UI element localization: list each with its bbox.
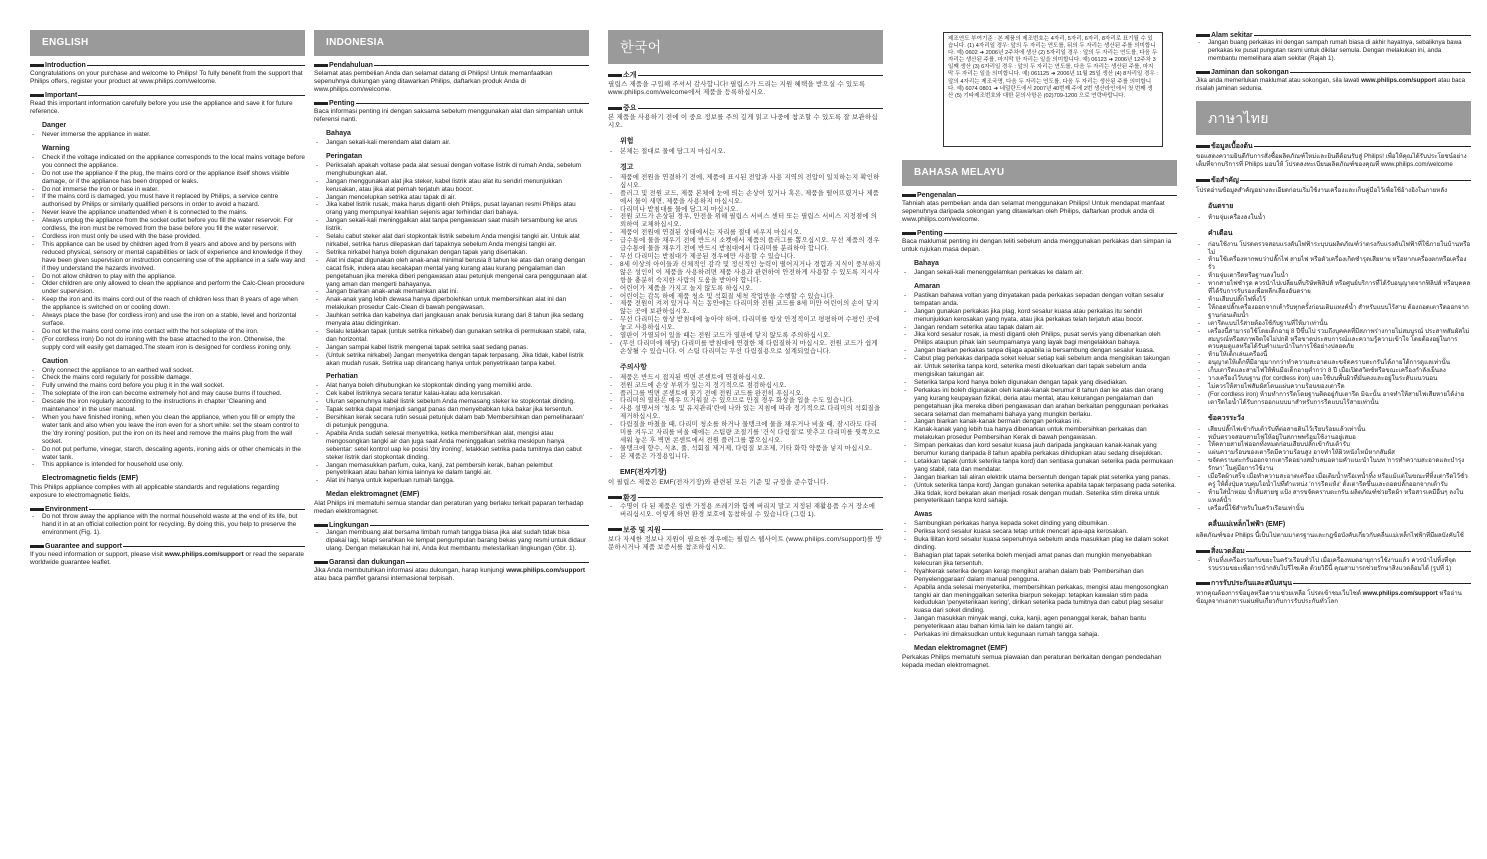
list-item: - This appliance is intended for household use only.: [30, 461, 305, 469]
list-item: - Sambungkan perkakas hanya kepada soket dinding yang dibumikan.: [902, 520, 1177, 528]
section-title: ข้อสำคัญ: [1196, 175, 1471, 186]
list-item: - 수명이 다 된 제품은 일반 가정용 쓰레기와 함께 버리지 말고 지정된 재활용품 수거 장소에 버리십시오. 이렇게 하면 환경 보호에 동참하실 수 있습니다 (그림 1).: [608, 503, 883, 519]
paragraph: Alat Philips ini mematuhi semua standar dan peraturan yang berlaku terkait paparan terhadap medan elektromagnet.: [314, 500, 584, 516]
list-item: - เก็บเตารีดและสายไฟให้พ้นมือเด็กอายุต่ำกว่า 8 ปี เมื่อเปิดสวิตช์หรือขณะเครื่องกำลังเย็นลง: [1196, 367, 1471, 375]
section-title: Environment: [30, 506, 305, 513]
subheading: Perhatian: [326, 373, 358, 381]
list: [30, 154, 305, 352]
section-header: BAHASA MELAYU: [902, 160, 1177, 186]
list: [314, 382, 589, 485]
list-item: - เสียบปลั๊กไฟเข้ากับเต้ารับที่ต่อสายดินไว้เรียบร้อยแล้วเท่านั้น: [1196, 426, 1471, 434]
list-item: - Alat ini hanya untuk keperluan rumah tangga.: [314, 477, 589, 485]
list-item: - 물탱크에 향수, 식초, 풀, 석회질 제거제, 다림질 보조제, 기타 화학 약품을 넣지 마십시오.: [608, 445, 883, 453]
list-item: - Jangan biarkan perkakas tanpa dijaga apabila ia bersambung dengan sesalur kuasa.: [902, 347, 1177, 355]
list-item: - Buka lilitan kord sesalur kuasa sepenuhnya sebelum anda masukkan plag ke dalam soket dinding.: [902, 536, 1177, 552]
list-item: - 전원 코드에 손상 부위가 있는지 정기적으로 점검하십시오.: [608, 382, 883, 390]
list-item: - ขจัดคราบตะกรันออกจากเตารีดอย่างสม่ำเสมอตามคำแนะนำในบท 'การทำความสะอาดและบำรุงรักษา' ในคู่มือการใช้งาน: [1196, 457, 1471, 473]
list-item: - Jauhkan setrika dan kabelnya dari jangkauan anak berusia kurang dari 8 tahun jika sedang menyala atau didinginkan.: [314, 312, 589, 328]
list-item: - 무선 다리미는 받침대가 제공된 경우에만 사용할 수 있습니다.: [608, 253, 883, 261]
list-item: - (For cordless iron) Do not do ironing with the base attached to the iron. Otherwise, the supply cord will easily get damaged.The steam iron is designed for cordless ironing only.: [30, 336, 305, 352]
paragraph: If you need information or support, please visit www.philips.com/support or read the separate worldwide guarantee leaflet.: [30, 551, 304, 567]
list-item: - Jangan sekali-kali merendam alat dalam air.: [314, 139, 589, 147]
list-item: - Do not put perfume, vinegar, starch, descaling agents, ironing aids or other chemicals in the water tank.: [30, 446, 305, 462]
list-item: - ห้ามใช้เครื่องหากพบว่าปลั๊กไฟ สายไฟ หรือตัวเครื่องเกิดชำรุดเสียหาย หรือหากเครื่องตกหรือเครื่องรั่ว: [1196, 256, 1471, 272]
paragraph: Tahniah atas pembelian anda dan selamat menggunakan Philips! Untuk mendapat manfaat sepenuhnya daripada sokongan yang ditawarkan oleh Philips, daftarkan produk anda di www.philips.com/welcome.: [902, 200, 1165, 223]
section-title: Garansi dan dukungan: [314, 559, 589, 566]
list-item: - If the mains cord is damaged, you must have it replaced by Philips, a service centre authorised by Philips or similarly qualified persons in order to avoid a hazard.: [30, 193, 305, 209]
paragraph: Jika Anda membutuhkan informasi atau dukungan, harap kunjungi www.philips.com/support atau baca pamflet garansi internasional terpisah.: [314, 566, 586, 582]
list-item: - (Untuk seterika tanpa kord) Jangan gunakan seterika apabila tapak terpasang pada seterika. Jika tidak, kord bekalan akan menjadi rosak dengan mudah. Seterika stim direka untuk penyeterikaan tanpa kord sahaja.: [902, 482, 1177, 506]
list-item: - 다리미의 열판은 매우 뜨거워질 수 있으므로 만질 경우 화상을 입을 수도 있습니다.: [608, 397, 883, 405]
list-item: - 본체는 절대로 물에 담그지 마십시오.: [608, 148, 883, 156]
list-item: - Jangan sekali-kali menenggelamkan perkakas ke dalam air.: [902, 269, 1177, 277]
list-item: - Perkakas ini boleh digunakan oleh kanak-kanak berumur 8 tahun dan ke atas dan orang yang kurang keupayaan fizikal, deria atau mental, atau kekurangan pengalaman dan pengetahuan jika mereka diberi pengawasan dan arahan berkaitan penggunaan perkakas secara selamat dan memahami bahaya yang mungkin berlaku.: [902, 387, 1177, 419]
list-item: - 플러그 및 전원 코드, 제품 본체에 눈에 띄는 손상이 있거나 혹은, 제품을 떨어뜨렸거나 제품에서 물이 새면, 제품을 사용하지 마십시오.: [608, 190, 883, 206]
list-item: - Check the mains cord regularly for possible damage.: [30, 374, 305, 382]
list: [608, 374, 883, 461]
list-item: - Jangan masukkan minyak wangi, cuka, kanji, agen penanggal kerak, bahan bantu penyeterikaan atau bahan kimia lain ke dalam tangki air.: [902, 615, 1177, 631]
list-item: - When you have finished ironing, when you clean the appliance, when you fill or empty the water tank and also when you leave the iron even for a short while: set the steam control to the 'dry ironing' position, put the iron on its heel and remove the mains plug from the wall socket.: [30, 414, 305, 446]
section-header: INDONESIA: [314, 30, 589, 56]
list-item: - Jangan buang perkakas ini dengan sampah rumah biasa di akhir hayatnya, sebaliknya bawa perkakas ke pusat pungutan rasmi untuk dikitar semula. Dengan melakukan ini, anda membantu memelihara alam sekitar (Rajah 1).: [1196, 39, 1471, 63]
list-item: - Nyahkerak seterika dengan kerap mengikut arahan dalam bab 'Pembersihan dan Penyelenggaraan' dalam manual pengguna.: [902, 568, 1177, 584]
list-item: - ห้ามใส่น้ำหอม น้ำส้มสายชู แป้ง สารขจัดคราบตะกรัน ผลิตภัณฑ์ช่วยรีดผ้า หรือสารเคมีอื่นๆ ลงในแทงค์น้ำ: [1196, 489, 1471, 505]
list-item: - Selalu letakkan tapak (untuk setrika nirkabel) dan gunakan setrika di permukaan stabil, rata, dan horizontal.: [314, 328, 589, 344]
list-item: - Jangan biarkan tali aliran elektrik utama bersentuh dengan tapak plat seterika yang panas.: [902, 474, 1177, 482]
support-link[interactable]: www.philips.com/support: [164, 551, 244, 559]
list-item: - Jangan menggunakan alat jika steker, kabel listrik atau alat itu sendiri menunjukkan kerusakan, atau jika alat pernah terjatuh atau bocor.: [314, 178, 589, 194]
paragraph: Congratulations on your purchase and welcome to Philips! To fully benefit from the support that Philips offers, register your product at www.philips.com/welcome.: [30, 70, 303, 85]
list-item: - Apabila Anda sudah selesai menyetrika, ketika membersihkan alat, mengisi atau mengosongkan tangki air dan juga saat Anda meninggalkan setrika meskipun hanya sebentar: setel kontrol uap ke posisi 'dry ironing', letakkan setrika pada tumitnya dan cabut steker listrik dari stopkontak dinding.: [314, 430, 589, 462]
list-item: - 어린이는 감독 하에 제품 청소 및 석회질 세척 작업만을 수행할 수 있습니다.: [608, 293, 883, 301]
list-item: - Fully unwind the mains cord before you plug it in the wall socket.: [30, 382, 305, 390]
list-item: - ห้ามจุ่มเตารีดหรือฐานลงในน้ำ: [1196, 272, 1471, 280]
list-item: - Seterika tanpa kord hanya boleh digunakan dengan tapak yang disediakan.: [902, 379, 1177, 387]
list-item: - แผ่นความร้อนของเตารีดมีความร้อนสูง อาจทำให้ผิวหนังไหม้หากสัมผัส: [1196, 449, 1471, 457]
list: [902, 292, 1177, 505]
list-item: - Jangan gunakan perkakas jika plag, kord sesalur kuasa atau perkakas itu sendiri menunjukkan kerosakan yang nyata, atau jika perkakas telah terjatuh atau bocor.: [902, 308, 1177, 324]
subheading: 위험: [620, 138, 634, 145]
list-item: - 8세 이상의 아이들과 신체적인 감각 및 정신적인 능력이 떨어지거나 경험과 지식이 풍부하지 않은 성인이 이 제품을 사용하려면 제품 사용과 관련하여 안전하게 사용할 수 있도록 지시사항을 충분히 숙지한 사람의 도움을 받아야 합니다.: [608, 261, 883, 285]
list-item: - Only connect the appliance to an earthed wall socket.: [30, 367, 305, 375]
section-title: 보증 및 지원: [608, 525, 883, 535]
list-item: - Cordless iron must only be used with the base provided.: [30, 233, 305, 241]
list-item: - 전원 코드가 손상된 경우, 안전을 위해 필립스 서비스 센터 또는 필립스 서비스 지정점에 의뢰하여 교체하십시오.: [608, 213, 883, 229]
list-item: - 다림질을 마쳤을 때, 다리미 청소를 하거나 물탱크에 물을 채우거나 비울 때, 잠시라도 다리미를 켜두고 자리를 비울 때에는 스팀량 조절기를 '건식 다림질'로 맞추고 다리미를 뒷쪽으로 세워 놓은 후 벽면 콘센트에서 전원 플러그를 뽑으십시오.: [608, 421, 883, 445]
subheading: Electromagnetic fields (EMF): [42, 475, 139, 483]
support-link[interactable]: www.philips.com/support: [506, 566, 586, 574]
list-item: - หากสายไฟชำรุด ควรนำไปเปลี่ยนที่บริษัทฟิลิปส์ หรือศูนย์บริการที่ได้รับอนุญาตจากฟิลิปส์ หรือบุคคลที่ได้รับการรับรองเพื่อหลีกเลี่ยงอันตราย: [1196, 280, 1471, 296]
paragraph: ขอแสดงความยินดีกับการสั่งซื้อผลิตภัณฑ์ใหม่และยินดีต้อนรับสู่ Philips! เพื่อให้คุณได้รับประโยชน์อย่างเต็มที่จากบริการที่ Philips มอบให้ โปรดลงทะเบียนผลิตภัณฑ์ของคุณที่ www.philips.com/welcome: [1196, 152, 1467, 168]
list-item: - Descale the iron regularly according to the instructions in chapter 'Cleaning and maintenance' in the user manual.: [30, 398, 305, 414]
subheading: Bahaya: [914, 260, 939, 267]
paragraph: Baca informasi penting ini dengan saksama sebelum menggunakan alat dan simpanlah untuk referensi nanti.: [314, 108, 584, 123]
section-title: Pengenalan: [902, 192, 1177, 199]
subheading: ข้อควรระวัง: [1208, 414, 1245, 422]
section-title: Penting: [314, 100, 589, 107]
list: [608, 503, 883, 519]
list-item: - Older children are only allowed to clean the appliance and perform the Calc-Clean procedure under supervision.: [30, 280, 305, 296]
list-item: - Pastikan bahawa voltan yang dinyatakan pada perkakas sepadan dengan voltan sesalur tempatan anda.: [902, 292, 1177, 308]
subheading: อันตราย: [1208, 202, 1234, 210]
list-item: - 어린이가 제품을 가지고 놀지 않도록 하십시오.: [608, 285, 883, 293]
column-malay: [902, 160, 1177, 672]
section-title: 환경: [608, 493, 883, 503]
subheading: Medan elektromagnet (EMF): [914, 644, 1008, 652]
list-item: - เมื่อรีดผ้าเสร็จ เมื่อทำความสะอาดเครื่อง เมื่อเติมน้ำหรือเทน้ำทิ้ง หรือแม้แต่ในขณะที่ทิ้งเตารีดไว้ชั่วครู่ ให้ตั้งปุ่มควบคุมไอน้ำไปที่ตำแหน่ง 'การรีดแห้ง' ตั้งเตารีดขึ้นและถอดปลั๊กออกจากเต้ารับ: [1196, 473, 1471, 489]
list-item: - Letakkan tapak (untuk seterika tanpa kord) dan sentiasa gunakan seterika pada permukaan yang stabil, rata dan mendatar.: [902, 458, 1177, 474]
list-item: - Perkakas ini dimaksudkan untuk kegunaan rumah tangga sahaja.: [902, 631, 1177, 639]
list-item: - Cabut plag perkakas daripada soket keluar setiap kali sebelum anda mengisikan takungan air. Untuk seterika tanpa kord, seterika mesti dikeluarkan dari tapak sebelum anda mengisikan takungan air.: [902, 355, 1177, 379]
list: [1196, 241, 1471, 407]
list-item: - 다리미나 받침대를 물에 담그지 마십시오.: [608, 206, 883, 214]
list-item: - ให้ถอดปลั๊กเครื่องออกจากเต้ารับทุกครั้งก่อนเติมแทงค์น้ำ สำหรับแบบไร้สาย ต้องถอดเตารีดออกจากฐานก่อนเติมน้ำ: [1196, 304, 1471, 320]
list-item: - 제품이 전원에 연결된 상태에서는 자리를 절대 비우지 마십시오.: [608, 229, 883, 237]
list: [1196, 426, 1471, 513]
column-indonesia: [314, 30, 589, 585]
section-header: ภาษาไทย: [1196, 101, 1471, 135]
section-title: Important: [30, 92, 305, 99]
list-item: - Never leave the appliance unattended when it is connected to the mains.: [30, 209, 305, 217]
list-item: - 제품은 반드시 접지된 벽면 콘센트에 연결하십시오.: [608, 374, 883, 382]
support-link[interactable]: www.philips.com/support: [1362, 590, 1438, 598]
list-item: - ไม่ควรให้สายไฟสัมผัสโดนแผ่นความร้อนของเตารีด: [1196, 383, 1471, 391]
list: [902, 520, 1177, 639]
list-item: - หมั่นตรวจสอบสายไฟให้อยู่ในสภาพพร้อมใช้งานอยู่เสมอ: [1196, 434, 1471, 442]
column-english: [30, 30, 305, 569]
subheading: คลื่นแม่เหล็กไฟฟ้า (EMF): [1208, 520, 1286, 528]
paragraph: Baca maklumat penting ini dengan teliti sebelum anda menggunakan perkakas dan simpan ia untuk rujukan masa depan.: [902, 238, 1172, 253]
list: [314, 529, 589, 553]
subheading: Medan elektromagnet (EMF): [326, 491, 420, 499]
list: [30, 513, 305, 537]
section-title: Penting: [902, 230, 1177, 237]
support-link[interactable]: www.philips.com/support: [1361, 76, 1437, 84]
subheading: Amaran: [914, 282, 941, 290]
list-item: - Bersihkan kerak secara rutin sesuai petunjuk dalam bab 'Membersihkan dan pemeliharaan' di petunjuk pengguna.: [314, 414, 589, 430]
list-item: - Cek kabel listriknya secara teratur kalau-kalau ada kerusakan.: [314, 390, 589, 398]
list-item: - Jangan biarkan kanak-kanak bermain dengan perkakas ini.: [902, 418, 1177, 426]
list-item: - Always place the base (for cordless iron) and use the iron on a stable, level and horizontal surface.: [30, 312, 305, 328]
paragraph: 필립스 제품을 구입해 주셔서 감사합니다! 필립스가 드리는 지원 혜택을 받으실 수 있도록 www.philips.com/welcome에서 제품을 등록하십시오.: [608, 81, 866, 96]
section-title: ข้อมูลเบื้องต้น: [1196, 141, 1471, 152]
paragraph: Read this important information carefully before you use the appliance and save it for future reference.: [30, 100, 293, 115]
list-item: - 제품 전원이 켜져 있거나 식는 동안에는 다리미와 전원 코드를 8세 미만 어린이의 손이 닿지 않는 곳에 보관하십시오.: [608, 300, 883, 316]
list-item: - Apabila anda selesai menyeterika, membersihkan perkakas, mengisi atau mengosongkan tangki air dan meninggalkan seterika biarpun sekejap: tetapkan kawalan stim pada kedudukan 'penyeterikaan kering', dirikan seterika pada tumitnya dan cabut plag sesalur kuasa dari soket dinding.: [902, 584, 1177, 616]
section-title: Pendahuluan: [314, 62, 589, 69]
manufacture-date-notice: 제조연도 부여기준 : 본 제품의 제조번호는 4자리, 5자리, 6자리, 8자리로 표기될 수 있습니다. (1) 4자리일 경우: 앞의 두 자리는 연도를, 뒤의 두 자리는 생산된 주를 의미합니다. 예) 0602 ➜ 2006년 2주차에 생산 (2) 5자리일 경우 : 앞의 두 자리는 연도를, 다음 두 자리는 생산된 주를, 마지막 한 자리는 일을 의미합니다. 예) 06123 ➜ 2006년 12주차 3일째 생산 (3) 6자리일 경우 : 앞의 두 자리는 연도를, 다음 두 자리는 생산된 주를, 마지막 두 자리는 일을 의미합니다. 예) 061125 ➜ 2006년 11월 25일 생산 (4) 8자리일 경우 : 앞의 4자리는 제조국명, 다음 두 자리는 연도를, 다음 두 자리는 생산된 주를 의미합니다. 예) 6074 0801 ➜ 네덜란드에서 2007년 40번째 주에 2번 생산라인에서 첫 번째 생산 (5) 기타제조번호와 대한 문의사항은 (02)709-1200 으로 연락바랍니다.: [943, 32, 1163, 147]
subheading: 경고: [620, 163, 634, 171]
list-item: - Uluran sepenuhnya kabel listrik sebelum Anda memasang steker ke stopkontak dinding.: [314, 398, 589, 406]
list: [902, 269, 1177, 277]
section-title: Guarantee and support: [30, 543, 305, 550]
list-item: - 본 제품은 가정용입니다.: [608, 453, 883, 461]
list: [1196, 557, 1471, 573]
list-item: - Do not immerse the iron or base in water.: [30, 186, 305, 194]
list-item: - Do not let the mains cord come into contact with the hot soleplate of the iron.: [30, 328, 305, 336]
paragraph: Jika anda memerlukan maklumat atau sokongan, sila lawati www.philips.com/support atau baca risalah jaminan sedunia.: [1196, 76, 1466, 92]
list-item: - Anak-anak yang lebih dewasa hanya diperbolehkan untuk membersihkan alat ini dan melakukan prosedur Calc-Clean di bawah pengawasan.: [314, 296, 589, 312]
list-item: - Do not allow children to play with the appliance.: [30, 273, 305, 281]
list-item: - Setrika nirkabel hanya boleh digunakan dengan tapak yang disertakan.: [314, 249, 589, 257]
list-item: - Check if the voltage indicated on the appliance corresponds to the local mains voltage before you connect the appliance.: [30, 154, 305, 170]
section-title: สิ่งแวดล้อม: [1196, 546, 1471, 557]
list-item: - Do not use the appliance if the plug, the mains cord or the appliance itself shows visible damage, or if the appliance has been dropped or leaks.: [30, 170, 305, 186]
list-item: - Alat ini dapat digunakan oleh anak-anak minimal berusia 8 tahun ke atas dan orang dengan cacat fisik, indera atau kecakapan mental yang kurang atau kurang pengalaman dan pengetahuan jika mereka diberi pengawasan atau petunjuk mengenai cara penggunaan alat yang aman dan mengerti bahayanya.: [314, 257, 589, 289]
subheading: Bahaya: [326, 130, 351, 137]
list-item: - (무선 다리미에 해당) 다리미를 받침대에 연결한 채 다림질하지 마십시오. 전원 코드가 쉽게 손상될 수 있습니다. 이 스팀 다리미는 무선 다림질용으로 설계되었습니다.: [608, 340, 883, 356]
list: [1196, 39, 1471, 63]
list-item: - This appliance can be used by children aged from 8 years and above and by persons with reduced physical, sensory or mental capabilities or lack of experience and knowledge if they have been given supervision or instruction concerning use of the appliance in a safe way and if they understand the hazards involved.: [30, 241, 305, 273]
list: [314, 139, 589, 147]
list-item: - Jangan biarkan anak-anak memainkan alat ini.: [314, 288, 589, 296]
paragraph: ผลิตภัณฑ์ของ Philips นี้เป็นไปตามมาตรฐานและกฎข้อบังคับเกี่ยวกับคลื่นแม่เหล็กไฟฟ้าที่มีผลบังคับใช้: [1196, 531, 1464, 539]
list-item: - เครื่องนี้ใช้สำหรับในครัวเรือนเท่านั้น: [1196, 505, 1471, 513]
list-item: - Keep the iron and its mains cord out of the reach of children less than 8 years of age when the appliance is switched on or cooling down.: [30, 296, 305, 312]
subheading: คำเตือน: [1208, 229, 1233, 237]
list: [608, 148, 883, 156]
list-item: - Jangan membuang alat bersama limbah rumah tangga biasa jika alat sudah tidak bisa dipakai lagi, tetapi serahkan ke tempat pengumpulan barang bekas yang resmi untuk didaur ulang. Dengan melakukan hal ini, Anda ikut membantu melestarikan lingkungan (Gbr. 1).: [314, 529, 589, 553]
list-item: - ก่อนใช้งาน โปรดตรวจสอบแรงดันไฟฟ้าระบุบนผลิตภัณฑ์ว่าตรงกับแรงดันไฟฟ้าที่ใช้ภายในบ้านหรือไม่: [1196, 241, 1471, 257]
list: [314, 162, 589, 368]
paragraph: This Philips appliance complies with all applicable standards and regulations regarding exposure to electromagnetic fields.: [30, 484, 279, 500]
paragraph: 보다 자세한 정보나 지원이 필요한 경우에는 필립스 웹사이트 (www.philips.com/support)를 방문하시거나 제품 보증서를 참조하십시오.: [608, 535, 882, 551]
list-item: - Periksalah apakah voltase pada alat sesuai dengan voltase listrik di rumah Anda, sebelum menghubungkan alat.: [314, 162, 589, 178]
section-title: การรับประกันและสนับสนุน: [1196, 578, 1471, 589]
list-item: - ห้ามทิ้งเครื่องรวมกับขยะในครัวเรือนทั่วไป เมื่อเครื่องหมดอายุการใช้งานแล้ว ควรนำไปทิ้งที่จุดรวบรวมขยะเพื่อการนำกลับไปรีไซเคิล ด้วยวิธีนี้ คุณสามารถช่วยรักษาสิ่งแวดล้อมได้ (รูปที่ 1): [1196, 557, 1471, 573]
paragraph: Perkakas Philips mematuhi semua piawaian dan peraturan berkaitan dengan pendedahan kepada medan elektromagnet.: [902, 653, 1162, 669]
list-item: - Always unplug the appliance from the socket outlet before you fill the water reservoir. For cordless, the iron must be removed from the base before you fill the water reservoir.: [30, 217, 305, 233]
list-item: - Bahagian plat tapak seterika boleh menjadi amat panas dan mungkin menyebabkan kelecuran jika tersentuh.: [902, 552, 1177, 568]
section-header: 한국어: [608, 30, 883, 64]
column-thai: [1196, 30, 1471, 608]
column-korean: [608, 30, 883, 554]
list-item: - Jangan mencelupkan setrika atau tapak di air.: [314, 194, 589, 202]
subheading: Peringatan: [326, 152, 363, 160]
paragraph: Selamat atas pembelian Anda dan selamat datang di Philips! Untuk memanfaatkan sepenuhnya dukungan yang ditawarkan Philips, daftarkan produk Anda di www.philips.com/welcome.: [314, 70, 553, 93]
section-title: Lingkungan: [314, 522, 589, 529]
list: [30, 131, 305, 139]
list-item: - Jangan rendam seterika atau tapak dalam air.: [902, 324, 1177, 332]
list-item: - Kanak-kanak yang lebih tua hanya dibenarkan untuk membersihkan perkakas dan melakukan prosedur Pembersihan Kerak di bawah pengawasan.: [902, 426, 1177, 442]
subheading: Awas: [914, 511, 933, 519]
list-item: - Do not throw away the appliance with the normal household waste at the end of its life, but hand it in at an official collection point for recycling. By doing this, you help to preserve the environment (Fig. 1).: [30, 513, 305, 537]
section-title: 중요: [608, 103, 883, 113]
list-item: - Periksa kord sesalur kuasa secara tetap untuk mencari apa-apa kerosakan.: [902, 528, 1177, 536]
list-item: - 플러그를 벽면 콘센트에 꽂기 전에 전원 코드를 완전히 푸십시오.: [608, 390, 883, 398]
section-title: Alam sekitar: [1196, 32, 1471, 39]
list-item: - ห้ามเสียบปลั๊กไฟทิ้งไว้: [1196, 296, 1471, 304]
list-item: - ห้ามจุ่มเครื่องลงในน้ำ: [1196, 214, 1471, 222]
list-item: - อนุญาตให้เด็กที่มีอายุมากกว่าทำความสะอาดและขจัดคราบตะกรันได้ภายใต้การดูแลเท่านั้น: [1196, 359, 1471, 367]
list-item: - วางเครื่องไว้บนฐาน (for cordless iron) และใช้บนพื้นผิวที่มั่นคงและอยู่ในระดับแนวนอน: [1196, 375, 1471, 383]
subheading: Danger: [42, 122, 67, 129]
list-item: - ห้ามให้เด็กเล่นเครื่องนี้: [1196, 351, 1471, 359]
paragraph: โปรดอ่านข้อมูลสำคัญอย่างละเอียดก่อนเริ่มใช้งานเครื่องและเก็บคู่มือไว้เพื่อใช้อ้างอิงในภายหลัง: [1196, 186, 1448, 194]
list: [1196, 214, 1471, 222]
subheading: 주의사항: [620, 363, 648, 371]
section-title: 소개: [608, 70, 883, 80]
list-item: - 열판이 가열되어 있을 때는 전원 코드가 열판에 닿지 않도록 주의하십시오.: [608, 332, 883, 340]
list-item: - (For cordless iron) ห้ามทำการรีดโดยฐานติดอยู่กับเตารีด มิฉะนั้น อาจทำให้สายไฟเสียหายได้ง่าย เตารีดไอน้ำได้รับการออกแบบมาสำหรับการรีดแบบไร้สายเท่านั้น: [1196, 391, 1471, 407]
list-item: - Never immerse the appliance in water.: [30, 131, 305, 139]
paragraph: 이 필립스 제품은 EMF(전자기장)와 관련된 모든 기준 및 규정을 준수합니다.: [608, 478, 829, 486]
section-title: Introduction: [30, 62, 305, 69]
subheading: EMF(전자기장): [620, 468, 667, 476]
section-title: Jaminan dan sokongan: [1196, 69, 1471, 76]
list-item: - Jika kabel listrik rusak, maka harus diganti oleh Philips, pusat layanan resmi Philips atau orang yang mempunyai keahlian sejenis agar terhindar dari bahaya.: [314, 201, 589, 217]
list-item: - Jangan sampai kabel listrik mengenai tapak setrika saat sedang panas.: [314, 344, 589, 352]
paragraph: หากคุณต้องการข้อมูลหรือความช่วยเหลือ โปรดเข้าชมเว็บไซต์ www.philips.com/support หรืออ่านข้อมูลจากเอกสารแผ่นพับเกี่ยวกับการรับประกันทั่วโลก: [1196, 590, 1462, 606]
list-item: - Jangan memasukkan parfum, cuka, kanji, zat pembersih kerak, bahan pelembut penyetrikaan atau bahan kimia lainnya ke dalam tangki air.: [314, 462, 589, 478]
list-item: - Alat hanya boleh dihubungkan ke stopkontak dinding yang memiliki arde.: [314, 382, 589, 390]
list-item: - Jangan sekali-kali meninggalkan alat tanpa pengawasan saat masih tersambung ke arus listrik.: [314, 217, 589, 233]
list-item: - Selalu cabut steker alat dari stopkontak listrik sebelum Anda mengisi tangki air. Untuk alat nirkabel, setrika harus dilepaskan dari tapaknya sebelum Anda mengisi tangki air.: [314, 233, 589, 249]
list-item: - ให้คลายสายไฟออกทั้งหมดก่อนเสียบปลั๊กเข้ากับเต้ารับ: [1196, 441, 1471, 449]
subheading: Warning: [42, 144, 70, 152]
list-item: - 급수통에 물을 채우기 전에 반드시 소켓에서 제품의 플러그를 뽑으십시오. 무선 제품의 경우 급수통에 물을 채우기 전에 반드시 받침대에서 다리미를 분리하야 합니다.: [608, 237, 883, 253]
list: [608, 174, 883, 356]
list-item: - Tapak setrika dapat menjadi sangat panas dan menyebabkan luka bakar jika tersentuh.: [314, 406, 589, 414]
list-item: - เครื่องนี้สามารถใช้โดยเด็กอายุ 8 ปีขึ้นไป รวมถึงบุคคลที่มีสภาพร่างกายไม่สมบูรณ์ ประสาทสัมผัสไม่สมบูรณ์หรือสภาพจิตใจไม่ปกติ หรือขาดประสบการณ์และความรู้ความเข้าใจ โดยต้องอยู่ในการควบคุมดูแลหรือได้รับคำแนะนำในการใช้อย่างปลอดภัย: [1196, 328, 1471, 352]
section-header: ENGLISH: [30, 30, 305, 56]
list-item: - 사용 설명서의 '청소 및 유지관리'란에 나와 있는 지침에 따라 정기적으로 다리미의 석회질을 제거하십시오.: [608, 405, 883, 421]
list-item: - 제품에 전원을 연결하기 전에, 제품에 표시된 전압과 사용 지역의 전압이 일치하는지 확인하십시오.: [608, 174, 883, 190]
list-item: - 무선 다리미는 항상 받침대에 놓아야 하며, 다리미를 항상 안정적이고 평평하며 수평인 곳에 놓고 사용하십시오.: [608, 316, 883, 332]
list-item: - (Untuk setrika nirkabel) Jangan menyetrika dengan tapak terpasang. Jika tidak, kabel listrik akan mudah rusak. Setrika uap dirancang hanya untuk penyetrikaan tanpa kabel.: [314, 352, 589, 368]
list: [30, 367, 305, 470]
list-item: - The soleplate of the iron can become extremely hot and may cause burns if touched.: [30, 390, 305, 398]
list-item: - Simpan perkakas dan kord sesalur kuasa jauh daripada jangkauan kanak-kanak yang berumur kurang daripada 8 tahun apabila perkakas dihidupkan atau sedang disejukkan.: [902, 442, 1177, 458]
list-item: - เตารีดแบบไร้สายต้องใช้กับฐานที่ให้มาเท่านั้น: [1196, 320, 1471, 328]
list-item: - Jika kord sesalur rosak, ia mesti diganti oleh Philips, pusat servis yang dibenarkan oleh Philips ataupun pihak lain seumpamanya yang layak bagi mengelakkan bahaya.: [902, 331, 1177, 347]
paragraph: 본 제품을 사용하기 전에 이 중요 정보를 주의 깊게 읽고 나중에 참조할 수 있도록 잘 보관하십시오.: [608, 114, 878, 129]
subheading: Caution: [42, 357, 69, 365]
